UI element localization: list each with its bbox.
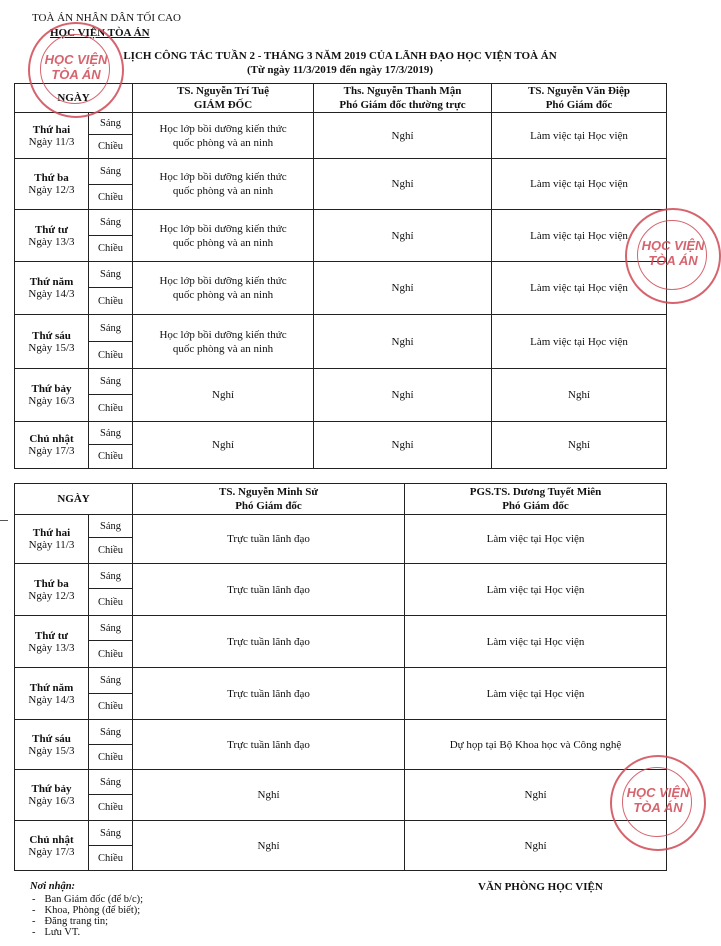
day-date: Ngày 17/3 (28, 845, 75, 858)
session-morning: Sáng (89, 564, 133, 589)
recipient-item: - Ban Giám đốc (để b/c); (46, 894, 143, 905)
table-row (15, 315, 667, 342)
session-afternoon: Chiều (89, 342, 133, 369)
day-cell (15, 770, 89, 821)
schedule-cell: Nghỉ (314, 113, 492, 159)
session-afternoon: Chiều (89, 538, 133, 564)
session-morning: Sáng (89, 720, 133, 745)
table-row (15, 210, 667, 236)
session-afternoon: Chiều (89, 694, 133, 720)
academy-name: HỌC VIỆN TÒA ÁN (50, 27, 150, 39)
schedule-table-2 (14, 483, 667, 871)
recipient-item: - Đăng trang tin; (46, 916, 143, 927)
day-date: Ngày 15/3 (28, 744, 75, 757)
table-header-row (15, 484, 667, 515)
day-column-header: NGÀY (15, 84, 133, 113)
schedule-cell: Trực tuần lãnh đạo (133, 616, 405, 668)
session-morning: Sáng (89, 315, 133, 342)
day-date: Ngày 16/3 (28, 395, 75, 407)
table-row (15, 821, 667, 846)
table-row (15, 668, 667, 694)
schedule-cell: Nghỉ (314, 210, 492, 262)
schedule-cell: Làm việc tại Học viện (405, 616, 667, 668)
session-morning: Sáng (89, 262, 133, 288)
session-morning: Sáng (89, 113, 133, 135)
leader-name: TS. Nguyễn Minh Sử (219, 486, 318, 498)
seal-stamp-icon: HỌC VIỆN TÒA ÁN (625, 208, 721, 304)
leader-name: Ths. Nguyễn Thanh Mận (343, 85, 462, 97)
schedule-cell: Làm việc tại Học viện (405, 515, 667, 564)
session-morning: Sáng (89, 210, 133, 236)
schedule-cell: Làm việc tại Học viện (492, 262, 667, 315)
day-cell (15, 564, 89, 616)
schedule-cell: Trực tuần lãnh đạo (133, 668, 405, 720)
schedule-cell: Trực tuần lãnh đạo (133, 720, 405, 770)
margin-mark (0, 520, 8, 521)
day-date: Ngày 15/3 (28, 341, 75, 354)
day-cell (15, 720, 89, 770)
table-row (15, 720, 667, 745)
day-date: Ngày 12/3 (28, 184, 75, 196)
day-date: Ngày 12/3 (28, 589, 75, 602)
page-title: LỊCH CÔNG TÁC TUẦN 2 - THÁNG 3 NĂM 2019 CỦA LÃNH ĐẠO HỌC VIỆN TOÀ ÁN (123, 50, 557, 62)
schedule-cell: Nghỉ (133, 821, 405, 871)
leader-column-header (314, 84, 492, 113)
leader-role: Phó Giám đốc thường trực (339, 99, 466, 111)
table-row (15, 159, 667, 185)
leader-name: TS. Nguyễn Trí Tuệ (177, 85, 269, 97)
day-cell (15, 262, 89, 315)
leader-name: PGS.TS. Dương Tuyết Miên (469, 486, 602, 498)
office-signature: VĂN PHÒNG HỌC VIỆN (478, 881, 603, 893)
schedule-cell: Trực tuần lãnh đạo (133, 564, 405, 616)
schedule-cell: Nghỉ (314, 422, 492, 469)
session-afternoon: Chiều (89, 745, 133, 770)
leader-column-header (133, 484, 405, 515)
schedule-cell: Làm việc tại Học viện (492, 210, 667, 262)
schedule-cell: Dự họp tại Bộ Khoa học và Công nghệ (405, 720, 667, 770)
day-date: Ngày 11/3 (28, 539, 75, 551)
day-cell (15, 210, 89, 262)
recipient-item: - Lưu VT. (46, 927, 143, 938)
schedule-cell: Nghỉ (133, 422, 314, 469)
table-row (15, 770, 667, 795)
schedule-cell: Học lớp bồi dưỡng kiến thức quốc phòng và an ninh (133, 159, 314, 210)
day-name: Thứ năm (29, 681, 74, 694)
session-morning: Sáng (89, 515, 133, 538)
schedule-cell: Nghỉ (133, 369, 314, 422)
seal-stamp-icon: HỌC VIỆN TÒA ÁN (28, 22, 124, 118)
org-name: TOÀ ÁN NHÂN DÂN TỐI CAO (32, 12, 182, 24)
schedule-cell: Nghỉ (405, 770, 667, 821)
day-date: Ngày 14/3 (28, 288, 75, 300)
leader-column-header (405, 484, 667, 515)
day-cell (15, 369, 89, 422)
schedule-cell: Nghỉ (492, 422, 667, 469)
day-date: Ngày 13/3 (28, 641, 75, 654)
session-morning: Sáng (89, 616, 133, 641)
day-date: Ngày 17/3 (28, 445, 75, 457)
session-afternoon: Chiều (89, 795, 133, 821)
table-row (15, 616, 667, 641)
session-afternoon: Chiều (89, 236, 133, 262)
leader-name: TS. Nguyễn Văn Điệp (528, 85, 630, 97)
session-afternoon: Chiều (89, 288, 133, 315)
session-afternoon: Chiều (89, 395, 133, 422)
day-name: Thứ hai (32, 527, 71, 539)
schedule-table-1 (14, 83, 667, 469)
session-morning: Sáng (89, 159, 133, 185)
day-name: Thứ sáu (32, 732, 71, 745)
day-cell (15, 821, 89, 871)
day-name: Thứ hai (32, 123, 71, 136)
day-name: Thứ ba (34, 172, 69, 184)
day-name: Thứ năm (29, 276, 74, 288)
seal-stamp-icon: HỌC VIỆN TÒA ÁN (610, 755, 706, 851)
day-name: Thứ tư (34, 629, 69, 642)
leader-role: Phó Giám đốc (502, 500, 569, 512)
day-date: Ngày 14/3 (28, 693, 75, 706)
table-row (15, 262, 667, 288)
schedule-cell: Học lớp bồi dưỡng kiến thức quốc phòng và an ninh (133, 262, 314, 315)
day-name: Thứ bảy (31, 783, 72, 795)
leader-column-header (133, 84, 314, 113)
schedule-cell: Trực tuần lãnh đạo (133, 515, 405, 564)
table-row (15, 422, 667, 445)
day-cell (15, 159, 89, 210)
day-name: Thứ ba (34, 577, 69, 590)
day-cell (15, 515, 89, 564)
day-cell (15, 616, 89, 668)
session-morning: Sáng (89, 668, 133, 694)
recipients (30, 881, 143, 938)
session-afternoon: Chiều (89, 185, 133, 210)
session-afternoon: Chiều (89, 445, 133, 469)
day-column-header: NGÀY (15, 484, 133, 515)
schedule-cell: Nghỉ (314, 159, 492, 210)
session-afternoon: Chiều (89, 589, 133, 616)
schedule-cell: Làm việc tại Học viện (492, 113, 667, 159)
session-afternoon: Chiều (89, 641, 133, 668)
leader-role: Phó Giám đốc (545, 99, 613, 111)
session-afternoon: Chiều (89, 846, 133, 871)
recipients-label: Nơi nhận: (30, 881, 76, 892)
table-row (15, 564, 667, 589)
session-morning: Sáng (89, 422, 133, 445)
day-date: Ngày 11/3 (28, 135, 75, 148)
day-date: Ngày 16/3 (28, 795, 75, 807)
schedule-cell: Học lớp bồi dưỡng kiến thức quốc phòng và an ninh (133, 113, 314, 159)
day-cell (15, 315, 89, 369)
page-subtitle: (Từ ngày 11/3/2019 đến ngày 17/3/2019) (247, 64, 433, 76)
day-date: Ngày 13/3 (28, 235, 75, 248)
day-cell (15, 422, 89, 469)
schedule-cell: Nghỉ (133, 770, 405, 821)
schedule-cell: Làm việc tại Học viện (492, 315, 667, 369)
day-name: Chủ nhật (29, 833, 74, 846)
recipient-item: - Khoa, Phòng (để biết); (46, 905, 143, 916)
schedule-cell: Nghỉ (314, 315, 492, 369)
schedule-cell: Nghỉ (314, 369, 492, 422)
day-name: Thứ sáu (32, 329, 71, 342)
day-cell (15, 113, 89, 159)
session-afternoon: Chiều (89, 135, 133, 159)
day-cell (15, 668, 89, 720)
schedule-cell: Làm việc tại Học viện (405, 668, 667, 720)
recipients-list (30, 894, 143, 938)
day-name: Chủ nhật (29, 433, 74, 445)
leader-column-header (492, 84, 667, 113)
leader-role: GIÁM ĐỐC (193, 99, 253, 111)
schedule-cell: Nghỉ (405, 821, 667, 871)
session-morning: Sáng (89, 821, 133, 846)
session-morning: Sáng (89, 770, 133, 795)
session-morning: Sáng (89, 369, 133, 395)
schedule-cell: Học lớp bồi dưỡng kiến thức quốc phòng và an ninh (133, 315, 314, 369)
day-name: Thứ tư (34, 223, 69, 236)
schedule-cell: Làm việc tại Học viện (492, 159, 667, 210)
schedule-cell: Nghỉ (314, 262, 492, 315)
table-row (15, 113, 667, 135)
schedule-cell: Làm việc tại Học viện (405, 564, 667, 616)
schedule-cell: Học lớp bồi dưỡng kiến thức quốc phòng và an ninh (133, 210, 314, 262)
day-name: Thứ bảy (31, 383, 72, 395)
table-row (15, 515, 667, 538)
leader-role: Phó Giám đốc (235, 500, 302, 512)
schedule-cell: Nghỉ (492, 369, 667, 422)
table-row (15, 369, 667, 395)
